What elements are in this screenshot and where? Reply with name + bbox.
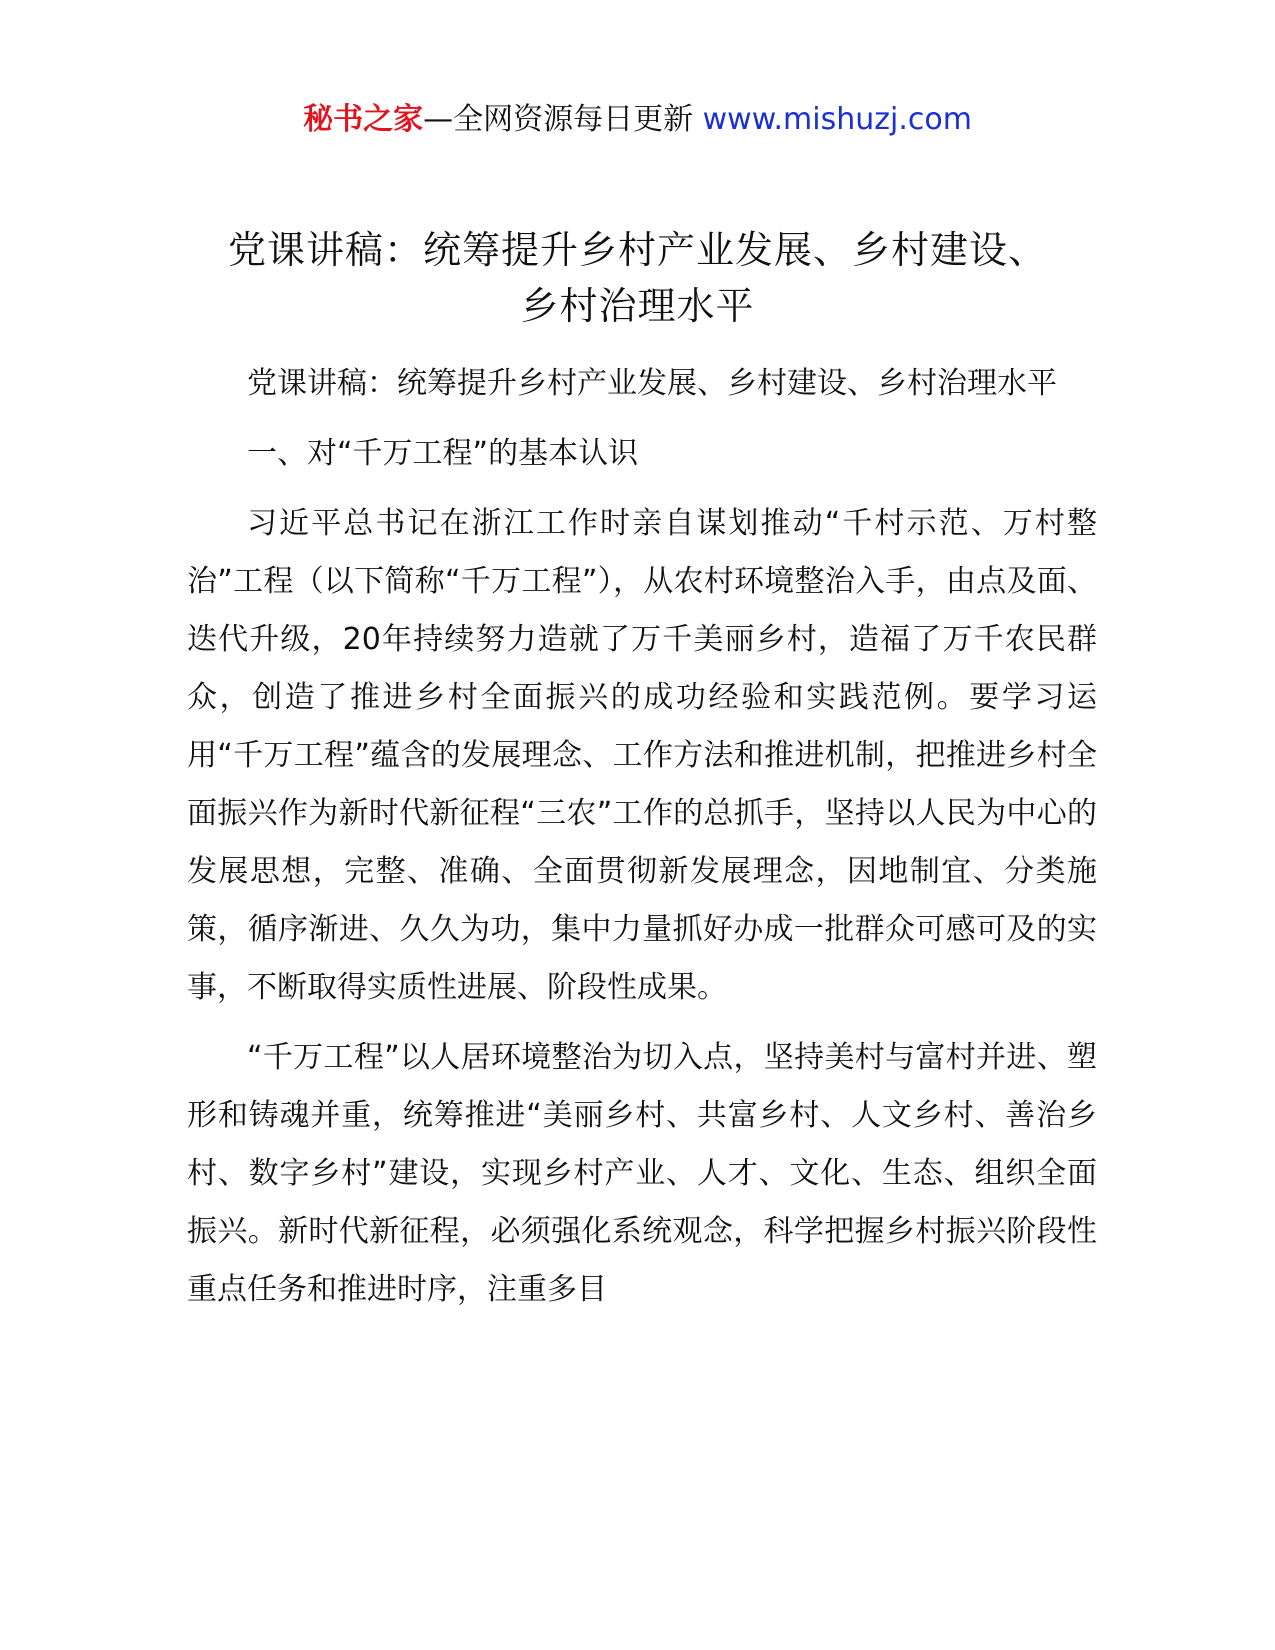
title-line-1: 党课讲稿：统筹提升乡村产业发展、乡村建设、 bbox=[227, 228, 1047, 272]
document-title bbox=[160, 222, 1115, 334]
brand-name: 秘书之家 bbox=[303, 102, 424, 137]
paragraph: 习近平总书记在浙江工作时亲自谋划推动“千村示范、万村整治”工程（以下简称“千万工程”），从农村环境整治入手，由点及面、迭代升级，20年持续努力造就了万千美丽乡村，造福了万千农民群众，创造了推进乡村全面振兴的成功经验和实践范例。要学习运用“千万工程”蕴含的发展理念、工作方法和推进机制，把推进乡村全面振兴作为新时代新征程“三农”工作的总抓手，坚持以人民为中心的发展思想，完整、准确、全面贯彻新发展理念，因地制宜、分类施策，循序渐进、久久为功，集中力量抓好办成一批群众可感可及的实事，不断取得实质性进展、阶段性成果。 bbox=[187, 506, 1097, 1005]
paragraph-subtitle: 党课讲稿：统筹提升乡村产业发展、乡村建设、乡村治理水平 bbox=[247, 366, 1057, 401]
section-heading: 一、对“千万工程”的基本认识 bbox=[247, 436, 639, 471]
site-url-link[interactable]: www.mishuzj.com bbox=[702, 102, 972, 137]
site-header bbox=[0, 100, 1275, 140]
paragraph: “千万工程”以人居环境整治为切入点，坚持美村与富村并进、塑形和铸魂并重，统筹推进“美丽乡村、共富乡村、人文乡村、善治乡村、数字乡村”建设，实现乡村产业、人才、文化、生态、组织全面振兴。新时代新征程，必须强化系统观念，科学把握乡村振兴阶段性重点任务和推进时序，注重多目 bbox=[187, 1040, 1097, 1307]
header-tagline: —全网资源每日更新 bbox=[423, 102, 694, 137]
document-body bbox=[187, 355, 1097, 1331]
title-line-2: 乡村治理水平 bbox=[520, 284, 755, 328]
